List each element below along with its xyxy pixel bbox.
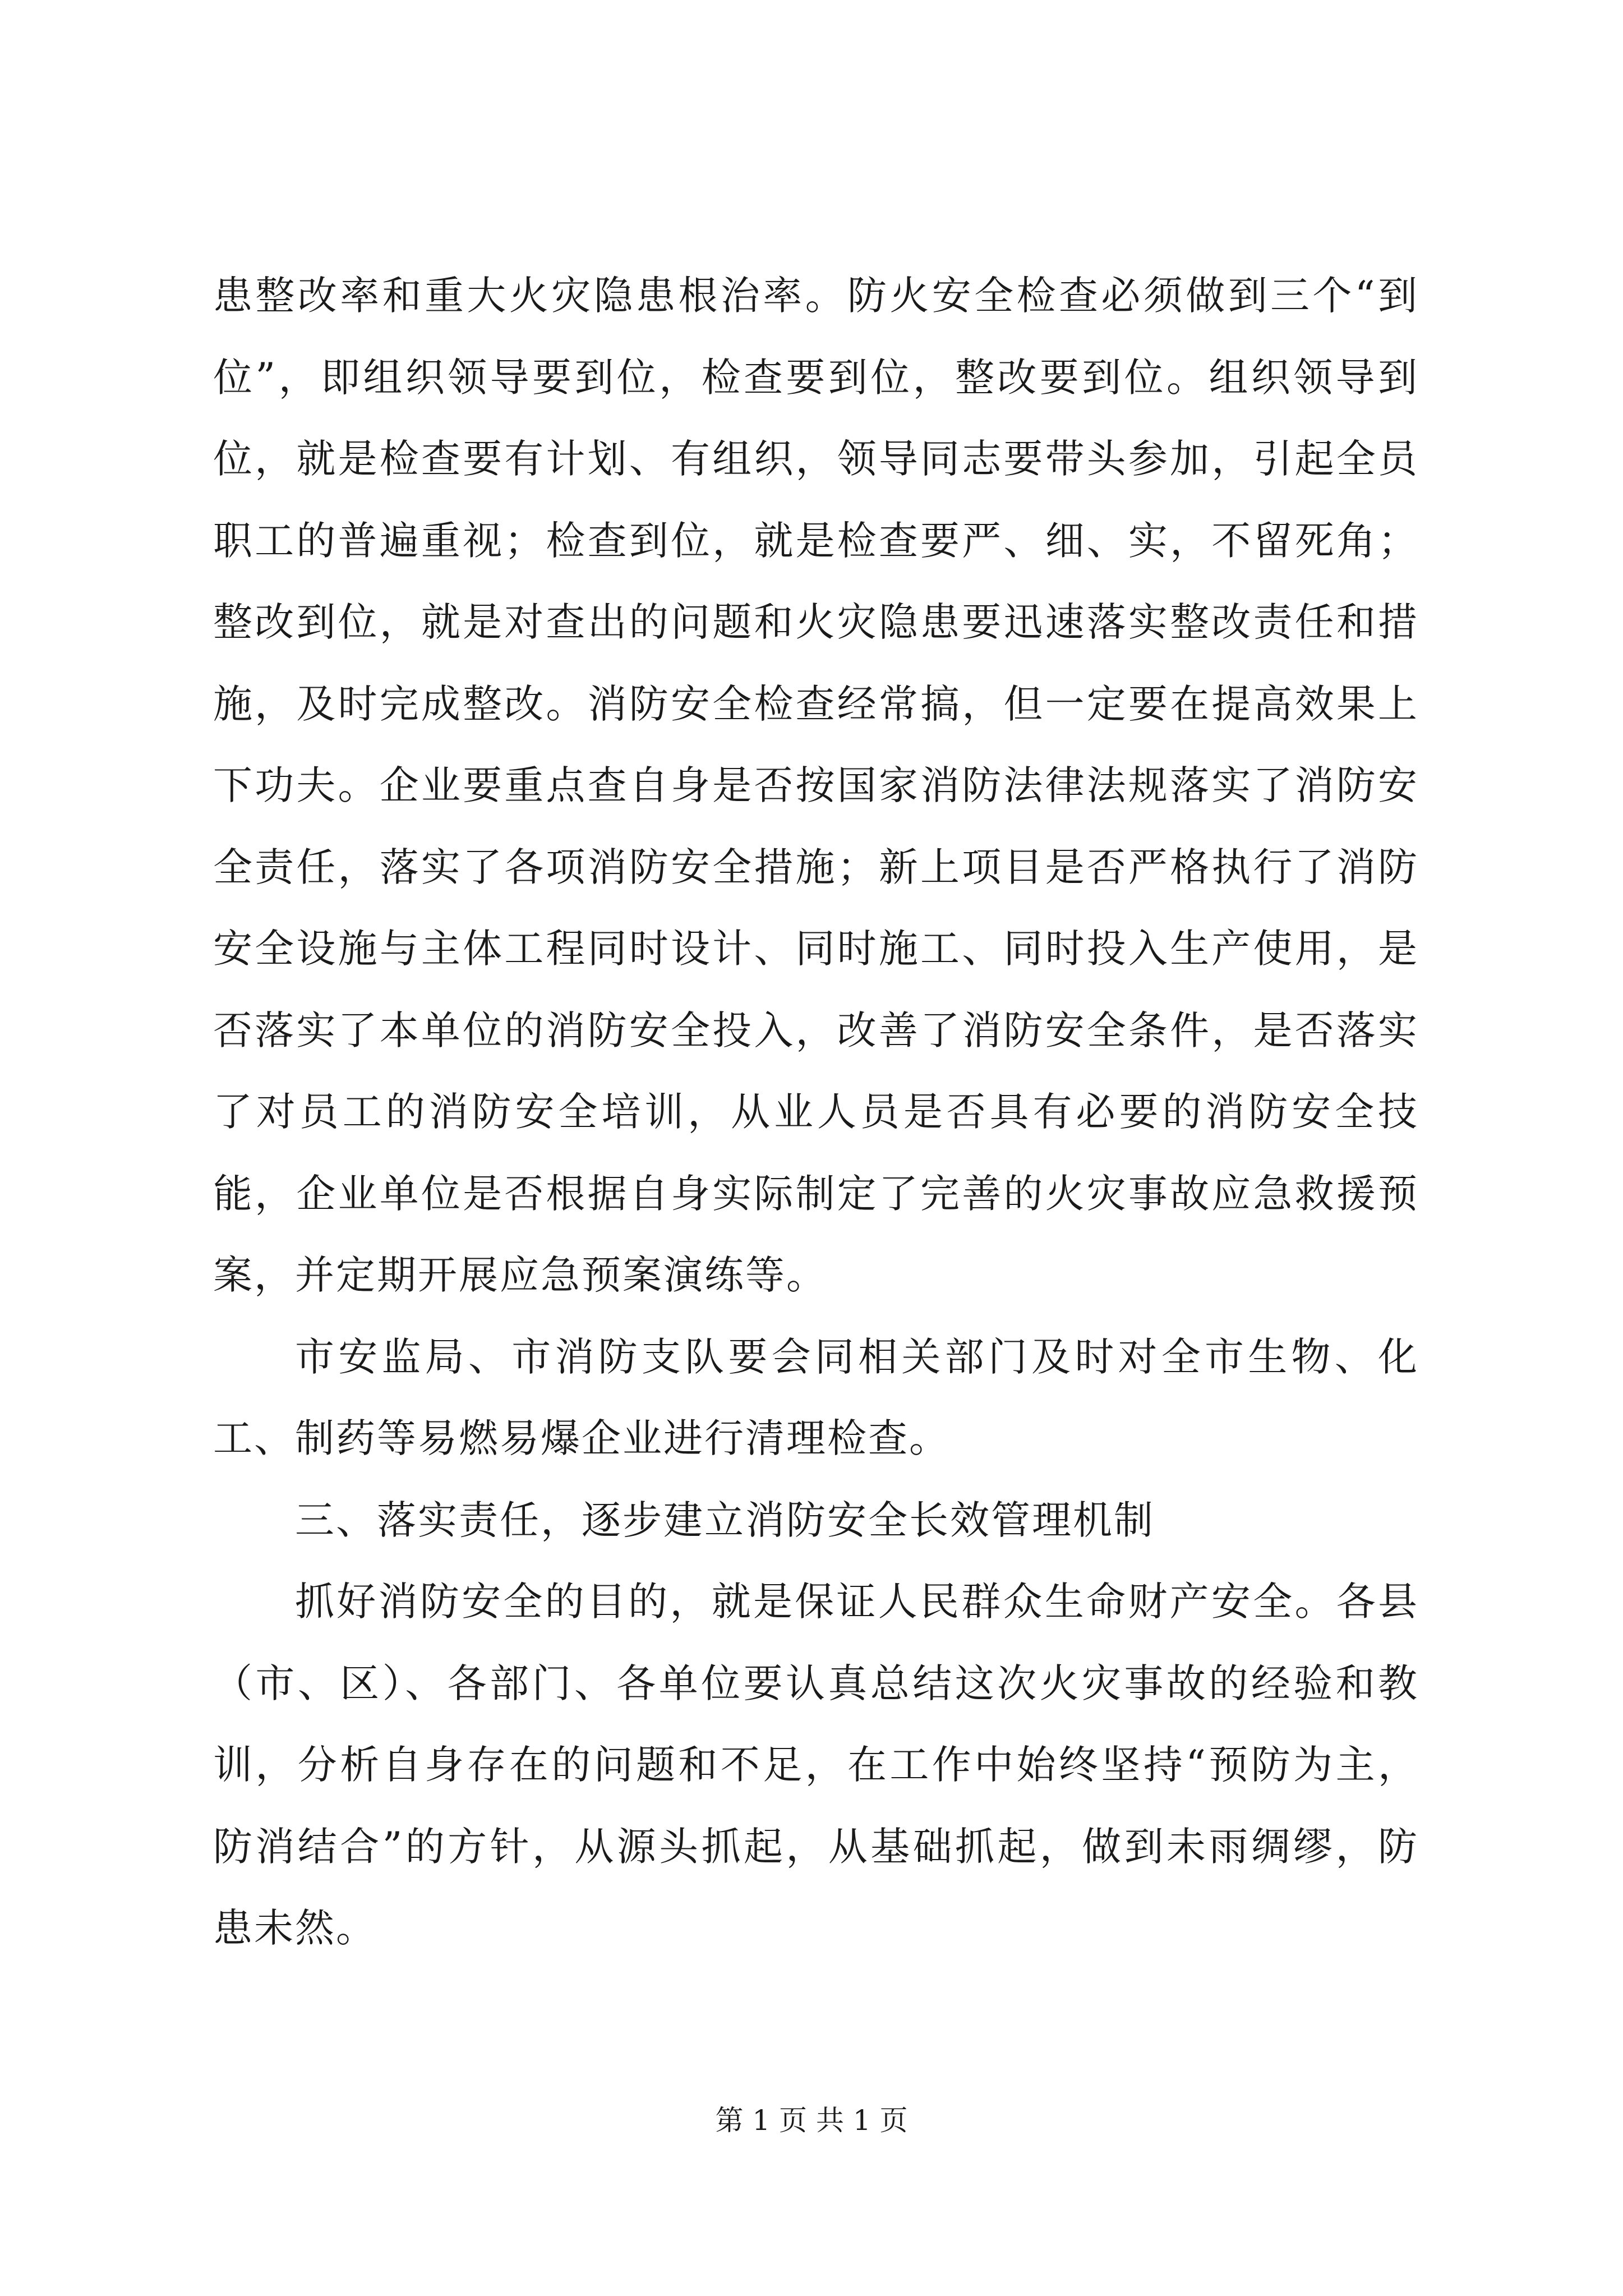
page-number-footer: 第 1 页 共 1 页: [715, 2104, 908, 2137]
paragraph-2: 市安监局、市消防支队要会同相关部门及时对全市生物、化工、制药等易燃易爆企业进行清理检查。: [213, 1333, 1419, 1461]
document-body: [213, 255, 1419, 1970]
paragraph-4: 抓好消防安全的目的，就是保证人民群众生命财产安全。各县（市、区）、各部门、各单位要认真总结这次火灾事故的经验和教训，分析自身存在的问题和不足，在工作中始终坚持“预防为主，防消结合”的方针，从源头抓起，从基础抓起，做到未雨绸缪，防患未然。: [213, 1579, 1419, 1951]
section-heading: 三、落实责任，逐步建立消防安全长效管理机制: [295, 1497, 1155, 1543]
paragraph-1: 患整改率和重大火灾隐患根治率。防火安全检查必须做到三个“到位”，即组织领导要到位，检查要到位，整改要到位。组织领导到位，就是检查要有计划、有组织，领导同志要带头参加，引起全员职工的普遍重视；检查到位，就是检查要严、细、实，不留死角；整改到位，就是对查出的问题和火灾隐患要迅速落实整改责任和措施，及时完成整改。消防安全检查经常搞，但一定要在提高效果上下功夫。企业要重点查自身是否按国家消防法律法规落实了消防安全责任，落实了各项消防安全措施；新上项目是否严格执行了消防安全设施与主体工程同时设计、同时施工、同时投入生产使用，是否落实了本单位的消防安全投入，改善了消防安全条件，是否落实了对员工的消防安全培训，从业人员是否具有必要的消防安全技能，企业单位是否根据自身实际制定了完善的火灾事故应急救援预案，并定期开展应急预案演练等。: [213, 273, 1419, 1298]
